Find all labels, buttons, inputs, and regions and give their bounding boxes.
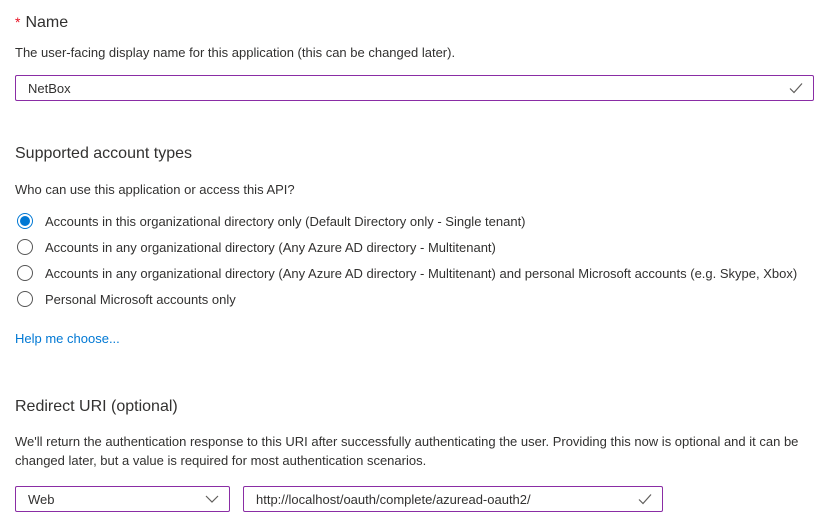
radio-unselected-icon[interactable] (17, 239, 33, 255)
account-types-heading: Supported account types (15, 145, 193, 162)
account-type-option-single-tenant[interactable] (15, 208, 814, 234)
help-me-choose-link[interactable]: Help me choose... (15, 331, 120, 346)
redirect-uri-description: We'll return the authentication response to this URI after successfully authenticating the user. Providing this now is optional and it can be changed later, but a value is required for most authentication scenarios. (15, 434, 799, 468)
account-type-option-label: Accounts in this organizational directory only (Default Directory only - Single tenant) (45, 213, 526, 229)
redirect-uri-heading: Redirect URI (optional) (15, 398, 178, 415)
name-label: Name (25, 14, 69, 31)
account-type-option-label: Accounts in any organizational directory (Any Azure AD directory - Multitenant) (45, 239, 496, 255)
platform-select-dropdown[interactable] (15, 486, 230, 512)
account-type-option-multitenant[interactable] (15, 234, 814, 260)
valid-check-icon (789, 82, 803, 94)
name-field[interactable] (15, 75, 814, 101)
redirect-uri-input[interactable] (244, 492, 638, 507)
redirect-uri-field[interactable] (243, 486, 663, 512)
radio-unselected-icon[interactable] (17, 291, 33, 307)
radio-selected-icon[interactable] (17, 213, 33, 229)
account-type-option-label: Accounts in any organizational directory (Any Azure AD directory - Multitenant) and personal Microsoft accounts (e.g. Skype, Xbox) (45, 265, 798, 281)
account-type-option-personal-only[interactable] (15, 286, 814, 312)
account-types-question: Who can use this application or access this API? (15, 182, 295, 197)
platform-select-value: Web (28, 491, 55, 507)
account-type-option-multitenant-personal[interactable] (15, 260, 814, 286)
chevron-down-icon (205, 495, 219, 503)
radio-unselected-icon[interactable] (17, 265, 33, 281)
account-type-option-label: Personal Microsoft accounts only (45, 291, 236, 307)
name-section-label (15, 12, 814, 33)
name-description: The user-facing display name for this application (this can be changed later). (15, 45, 456, 60)
account-type-options (15, 208, 814, 312)
name-input[interactable] (16, 81, 789, 96)
redirect-uri-controls (15, 486, 814, 512)
valid-check-icon (638, 493, 652, 505)
required-marker: * (15, 14, 21, 30)
